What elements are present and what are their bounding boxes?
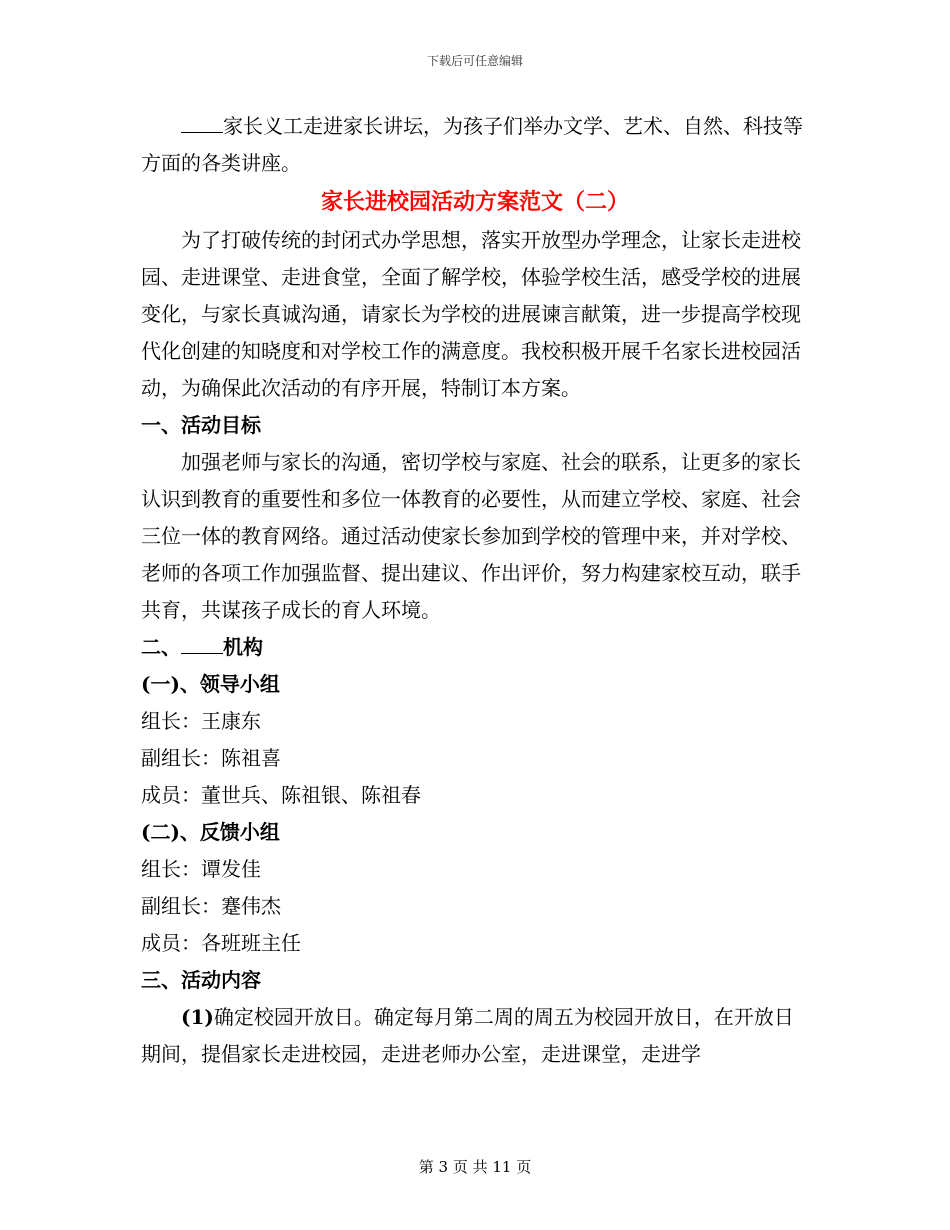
group-vice-leader: 副组长：蹇伟杰 <box>141 894 281 918</box>
intro-text: 家长义工走进家长讲坛，为孩子们举办文学、艺术、自然、科技等方面的各类讲座。 <box>141 114 803 175</box>
group-members: 成员：董世兵、陈祖银、陈祖春 <box>141 783 421 807</box>
page-number: 第 3 页 共 11 页 <box>418 1158 532 1176</box>
intro-body-paragraph: 为了打破传统的封闭式办学思想，落实开放型办学理念，让家长走进校园、走进课堂、走进食堂，全面了解学校，体验学校生活，感受学校的进展变化，与家长真诚沟通，请家长为学校的进展谏言献策，进一步提高学校现代化创建的知晓度和对学校工作的满意度。我校积极开展千名家长进校园活动，为确保此次活动的有序开展，特制订本方案。 <box>141 228 801 400</box>
section-heading-organization <box>141 629 809 666</box>
fill-blank <box>181 116 223 133</box>
group-heading-feedback: (二)、反馈小组 <box>141 820 280 844</box>
content-item-1 <box>141 999 809 1073</box>
document-body <box>141 108 809 1073</box>
document-title: 家长进校园活动方案范文（二） <box>320 189 629 215</box>
section-heading-content: 三、活动内容 <box>141 968 261 992</box>
group-leader: 组长：谭发佳 <box>141 857 261 881</box>
fill-blank <box>181 637 223 654</box>
item-number: (1) <box>181 1005 214 1029</box>
header-note: 下载后可任意编辑 <box>426 54 523 68</box>
intro-paragraph <box>141 108 809 182</box>
item-text: 确定校园开放日。确定每月第二周的周五为校园开放日，在开放日期间，提倡家长走进校园，走进老师办公室，走进课堂，走进学 <box>141 1005 794 1066</box>
section-heading-goals: 一、活动目标 <box>141 413 261 437</box>
section-suffix: 机构 <box>223 635 263 659</box>
section-prefix: 二、 <box>141 635 181 659</box>
group-heading-leadership: (一)、领导小组 <box>141 672 280 696</box>
group-vice-leader: 副组长：陈祖喜 <box>141 746 281 770</box>
group-leader: 组长：王康东 <box>141 709 261 733</box>
group-members: 成员：各班班主任 <box>141 931 301 955</box>
goals-paragraph: 加强老师与家长的沟通，密切学校与家庭、社会的联系，让更多的家长认识到教育的重要性和多位一体教育的必要性，从而建立学校、家庭、社会三位一体的教育网络。通过活动使家长参加到学校的管理中来，并对学校、老师的各项工作加强监督、提出建议、作出评价，努力构建家校互动，联手共育，共谋孩子成长的育人环境。 <box>141 450 801 622</box>
